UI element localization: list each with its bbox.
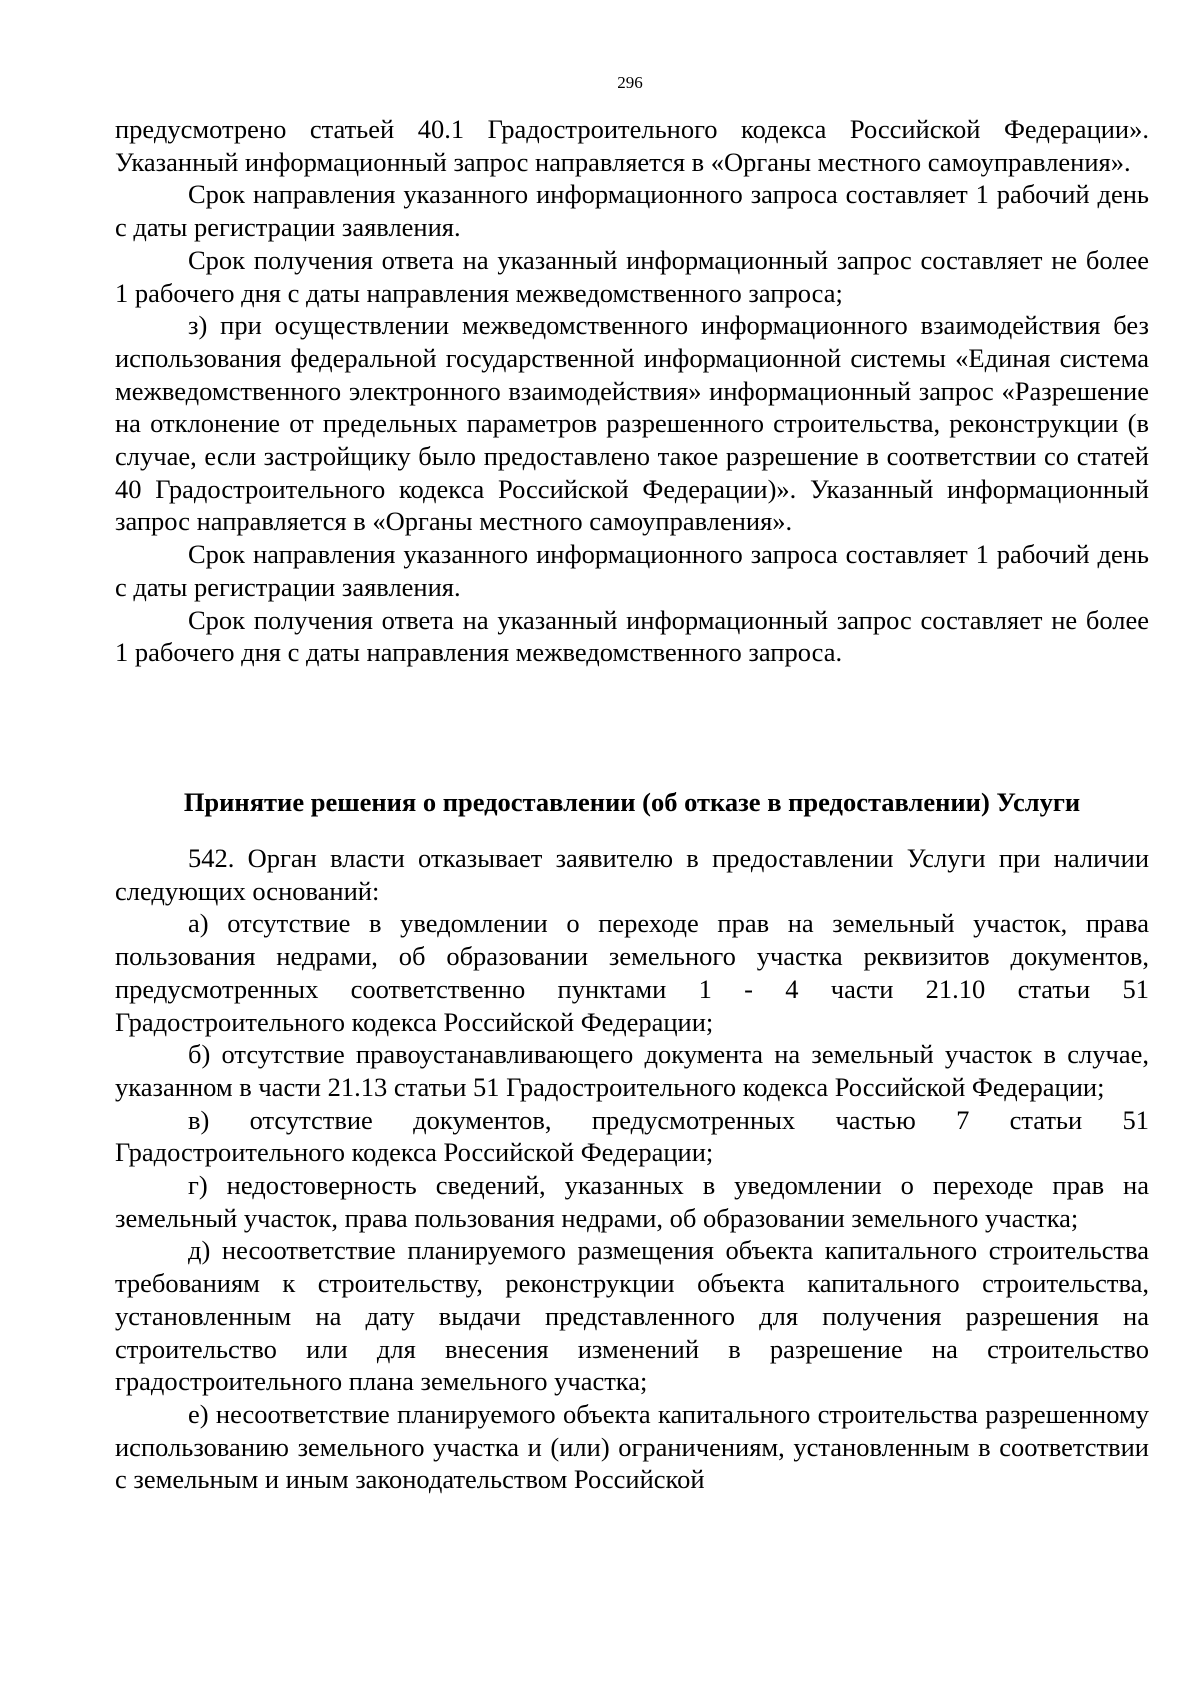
- paragraph: Срок получения ответа на указанный информационный запрос составляет не более 1 рабочего дня с даты направления межведомственного запроса.: [115, 604, 1149, 668]
- paragraph: 542. Орган власти отказывает заявителю в предоставлении Услуги при наличии следующих оснований:: [115, 843, 1149, 906]
- document-body-bottom: [115, 842, 1149, 1496]
- paragraph: е) несоответствие планируемого объекта капитального строительства разрешенному использованию земельного участка и (или) ограничениям, установленным в соответствии с земельным и иным законодательством Российской: [115, 1398, 1149, 1495]
- paragraph: б) отсутствие правоустанавливающего документа на земельный участок в случае, указанном в части 21.13 статьи 51 Градостроительного кодекса Российской Федерации;: [115, 1039, 1149, 1102]
- page-number: 296: [617, 73, 643, 92]
- paragraph: з) при осуществлении межведомственного информационного взаимодействия без использования федеральной государственной информационной системы «Единая система межведомственного электронного взаимодействия» информационный запрос «Разрешение на отклонение от предельных параметров разрешенного строительства, реконструкции (в случае, если застройщику было предоставлено такое разрешение в соответствии со статей 40 Градостроительного кодекса Российской Федерации)». Указанный информационный запрос направляется в «Органы местного самоуправления».: [115, 310, 1149, 537]
- section-heading: Принятие решения о предоставлении (об отказе в предоставлении) Услуги: [183, 787, 1081, 817]
- document-body-top: [115, 113, 1149, 669]
- paragraph: г) недостоверность сведений, указанных в уведомлении о переходе прав на земельный участок, права пользования недрами, об образовании земельного участка;: [115, 1170, 1149, 1233]
- paragraph: предусмотрено статьей 40.1 Градостроительного кодекса Российской Федерации». Указанный информационный запрос направляется в «Органы местного самоуправления».: [115, 114, 1149, 177]
- paragraph: а) отсутствие в уведомлении о переходе прав на земельный участок, права пользования недрами, об образовании земельного участка реквизитов документов, предусмотренных соответственно пунктами 1 - 4 части 21.10 статьи 51 Градостроительного кодекса Российской Федерации;: [115, 908, 1149, 1037]
- paragraph: Срок направления указанного информационного запроса составляет 1 рабочий день с даты регистрации заявления.: [115, 179, 1149, 243]
- paragraph: Срок получения ответа на указанный информационный запрос составляет не более 1 рабочего дня с даты направления межведомственного запроса;: [115, 244, 1149, 308]
- paragraph: в) отсутствие документов, предусмотренных частью 7 статьи 51 Градостроительного кодекса Российской Федерации;: [115, 1104, 1149, 1168]
- paragraph: Срок направления указанного информационного запроса составляет 1 рабочий день с даты регистрации заявления.: [115, 539, 1149, 602]
- paragraph: д) несоответствие планируемого размещения объекта капитального строительства требованиям к строительству, реконструкции объекта капитального строительства, установленным на дату выдачи представленного для получения разрешения на строительство или для внесения изменений в разрешение на строительство градостроительного плана земельного участка;: [115, 1235, 1149, 1397]
